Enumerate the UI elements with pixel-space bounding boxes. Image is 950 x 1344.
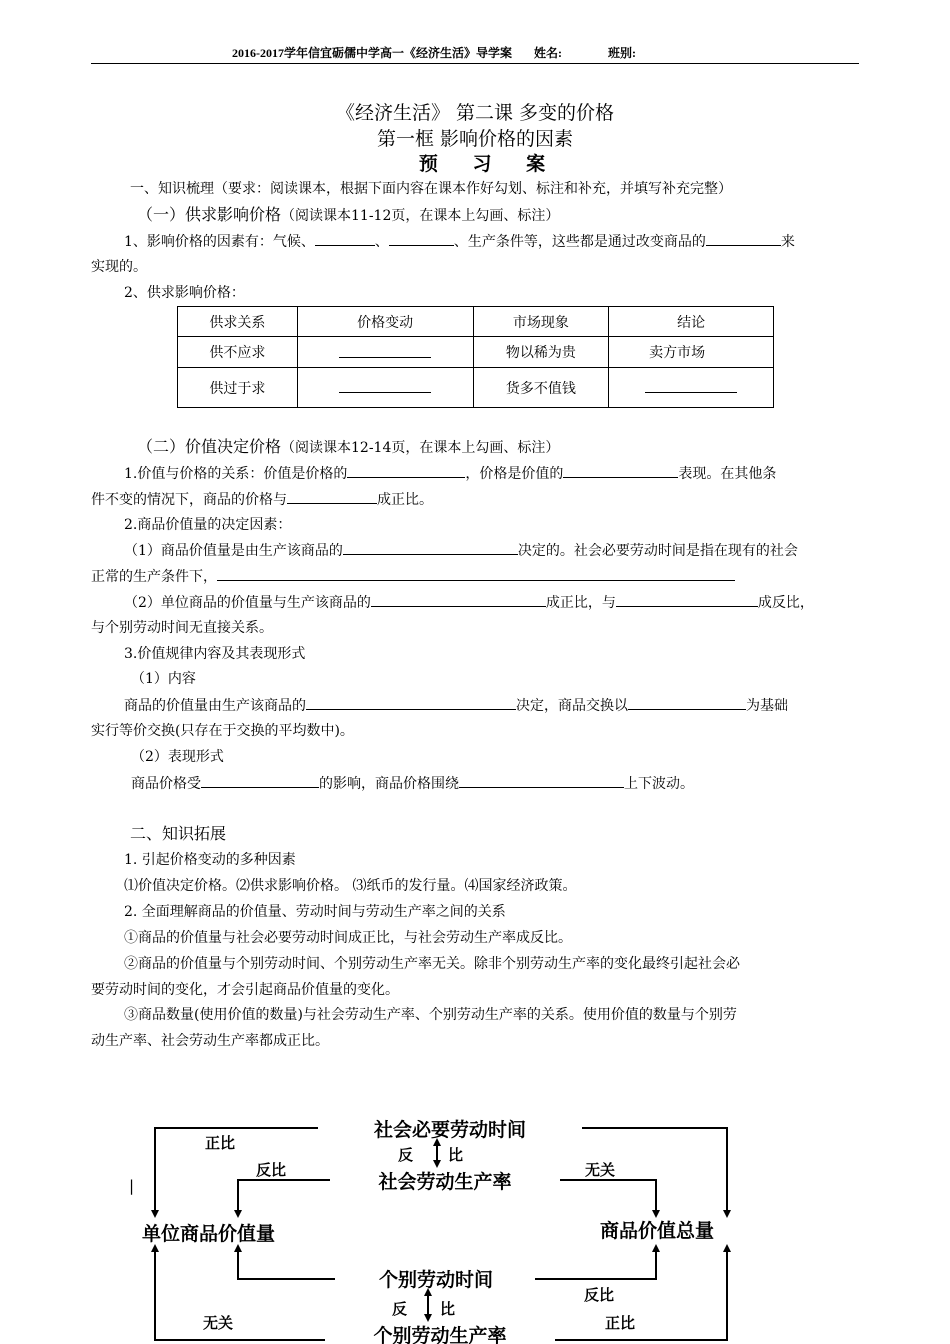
sub1-title: （一）供求影响价格: [137, 205, 282, 224]
edge-bottom-right: [555, 1248, 727, 1340]
s2-item1: 1. 引起价格变动的多种因素: [124, 852, 296, 868]
p3-2-a: 商品价格受: [131, 776, 201, 792]
table-cell: 物以稀为贵: [473, 337, 609, 368]
edge-bottom-left: [155, 1248, 325, 1340]
blank-p1-1[interactable]: [347, 463, 465, 478]
sub1-heading: [137, 205, 559, 226]
table-header-row: [178, 307, 774, 337]
p3: 3.价值规律内容及其表现形式: [124, 646, 306, 662]
item2: 2、供求影响价格：: [124, 285, 245, 301]
label-wuguan-left: 无关: [203, 1314, 234, 1332]
header-title: 2016-2017学年信宜砺儒中学高一《经济生活》导学案: [232, 46, 512, 60]
name-label: 姓名:: [534, 46, 562, 60]
node-social-productivity: 社会劳动生产率: [378, 1171, 512, 1193]
label-bi-bottom: 比: [440, 1300, 456, 1318]
s2-c2-line2: 要劳动时间的变化，才会引起商品价值量的变化。: [91, 982, 399, 998]
p3-1-b: 决定，商品交换以: [516, 698, 628, 714]
table-cell-blank[interactable]: [297, 368, 473, 408]
p2: 2.商品价值量的决定因素：: [124, 517, 292, 533]
item1-text-d: 来: [780, 234, 795, 250]
table-cell-blank[interactable]: [297, 337, 473, 368]
table-row: [178, 368, 774, 408]
s2-item2: 2. 全面理解商品的价值量、劳动时间与劳动生产率之间的关系: [124, 904, 506, 920]
label-fan-bottom: 反: [392, 1300, 408, 1318]
header-line: [232, 44, 636, 61]
section1-heading: 一、知识梳理（要求：阅读课本，根据下面内容在课本作好勾划、标注和补充，并填写补充完整）: [130, 181, 732, 197]
sub2-title: （二）价值决定价格: [137, 437, 282, 456]
label-zhengbi-top-left: 正比: [205, 1134, 236, 1152]
node-individual-productivity: 个别劳动生产率: [373, 1325, 507, 1344]
node-individual-labor-time: 个别劳动时间: [378, 1269, 494, 1291]
p2-1-a: （1）商品价值量是由生产该商品的: [124, 543, 343, 559]
s2-item1-text: ⑴价值决定价格。⑵供求影响价格。 ⑶纸币的发行量。⑷国家经济政策。: [124, 878, 577, 894]
title-line-3: 预 习 案: [418, 153, 560, 175]
p3-2-c: 上下波动。: [624, 776, 694, 792]
label-fanbi-right: 反比: [584, 1286, 615, 1304]
p2-2-line2: 与个别劳动时间无直接关系。: [91, 620, 273, 636]
p2-1-line2-text: 正常的生产条件下，: [91, 569, 217, 585]
p2-2: [124, 592, 814, 613]
p2-1: [124, 540, 798, 561]
item1: [124, 231, 795, 252]
table-header: 结论: [609, 307, 774, 337]
p1-text-a: 1.价值与价格的关系：价值是价格的: [124, 466, 348, 482]
node-total-value: 商品价值总量: [600, 1220, 715, 1242]
p2-1-b: 决定的。社会必要劳动时间是指在现有的社会: [517, 543, 798, 559]
p1-line2-a: 件不变的情况下，商品的价格与: [91, 492, 287, 508]
blank-p3-2[interactable]: [628, 695, 746, 710]
blank-p1-2[interactable]: [563, 463, 678, 478]
table-cell: 卖方市场: [609, 337, 774, 368]
p1-text-b: ，价格是价值的: [465, 466, 564, 482]
p1-text-c: 表现。在其他条: [678, 466, 777, 482]
blank-p1-3[interactable]: [287, 489, 377, 504]
blank-p3-4[interactable]: [459, 773, 624, 788]
p2-2-c: 成反比，: [757, 595, 814, 611]
header-rule: [91, 63, 859, 64]
p2-2-a: （2）单位商品的价值量与生产该商品的: [124, 595, 371, 611]
relationship-diagram: [0, 1100, 950, 1344]
sub1-note: （阅读课本11-12页，在课本上勾画、标注）: [281, 208, 560, 224]
blank-factor-3[interactable]: [706, 231, 781, 246]
blank-factor-2[interactable]: [389, 231, 454, 246]
p3-1-a: 商品的价值量由生产该商品的: [124, 698, 306, 714]
blank-p3-3[interactable]: [201, 773, 319, 788]
edge-second-left: [238, 1180, 330, 1214]
blank-p3-1[interactable]: [306, 695, 516, 710]
table-cell: 供过于求: [178, 368, 298, 408]
title-line-1: 《经济生活》 第二课 多变的价格: [335, 102, 615, 124]
p3-1: （1）内容: [131, 671, 196, 687]
blank-p2-1[interactable]: [343, 540, 518, 555]
supply-demand-table: [177, 306, 774, 408]
p2-2-b: 成正比，与: [545, 595, 616, 611]
s2-c2-line1: ②商品的价值量与个别劳动时间、个别劳动生产率无关。除非个别劳动生产率的变化最终引起社会必: [124, 956, 740, 972]
stray-bar-mark: |: [129, 1177, 135, 1195]
sub2-note: （阅读课本12-14页，在课本上勾画、标注）: [281, 440, 560, 456]
p3-1-line2: 实行等价交换(只存在于交换的平均数中)。: [91, 723, 354, 739]
p1-line2: [91, 489, 433, 510]
s2-c3-line1: ③商品数量(使用价值的数量)与社会劳动生产率、个别劳动生产率的关系。使用价值的数量与个别劳: [124, 1007, 737, 1023]
item1-text-c: 、生产条件等，这些都是通过改变商品的: [453, 234, 706, 250]
blank-p2-2-1[interactable]: [371, 592, 546, 607]
p1-line2-b: 成正比。: [377, 492, 433, 508]
p3-1-c: 为基础: [746, 698, 788, 714]
table-header: 价格变动: [297, 307, 473, 337]
item1-text-a: 1、影响价格的因素有：气候、: [124, 234, 315, 250]
p3-2-b: 的影响，商品价格围绕: [319, 776, 459, 792]
edge-third-left: [238, 1248, 335, 1279]
edge-second-right: [560, 1180, 656, 1214]
p1: [124, 463, 776, 484]
item1-text-b: 、: [374, 234, 389, 250]
p2-1-line2: [91, 566, 735, 587]
label-fan-top: 反: [398, 1146, 414, 1164]
section2-heading: 二、知识拓展: [130, 824, 227, 843]
title-line-2: 第一框 影响价格的因素: [376, 128, 574, 150]
table-row: [178, 337, 774, 368]
p3-2-text: [131, 773, 694, 794]
table-cell: 供不应求: [178, 337, 298, 368]
blank-factor-1[interactable]: [315, 231, 375, 246]
table-cell-blank[interactable]: [609, 368, 774, 408]
blank-p2-2-2[interactable]: [616, 592, 758, 607]
table-cell: 货多不值钱: [473, 368, 609, 408]
item1-line2: 实现的。: [91, 259, 147, 275]
p3-2: （2）表现形式: [131, 749, 224, 765]
edge-third-right: [535, 1248, 656, 1279]
table-header: 市场现象: [473, 307, 609, 337]
label-fanbi-left: 反比: [256, 1161, 287, 1179]
label-bi-top: 比: [448, 1146, 464, 1164]
label-zhengbi-bottom-right: 正比: [605, 1314, 636, 1332]
label-wuguan-right: 无关: [585, 1161, 616, 1179]
table-header: 供求关系: [178, 307, 298, 337]
node-unit-value: 单位商品价值量: [142, 1223, 276, 1245]
p3-1-text: [124, 695, 788, 716]
class-label: 班别:: [608, 46, 636, 60]
s2-c1: ①商品的价值量与社会必要劳动时间成正比，与社会劳动生产率成反比。: [124, 930, 572, 946]
s2-c3-line2: 动生产率、社会劳动生产率都成正比。: [91, 1033, 329, 1049]
edge-top-left: [155, 1128, 318, 1214]
blank-p2-1-def[interactable]: [217, 566, 735, 581]
sub2-heading: [137, 437, 559, 458]
node-social-necessary-labor-time: 社会必要劳动时间: [373, 1119, 527, 1141]
